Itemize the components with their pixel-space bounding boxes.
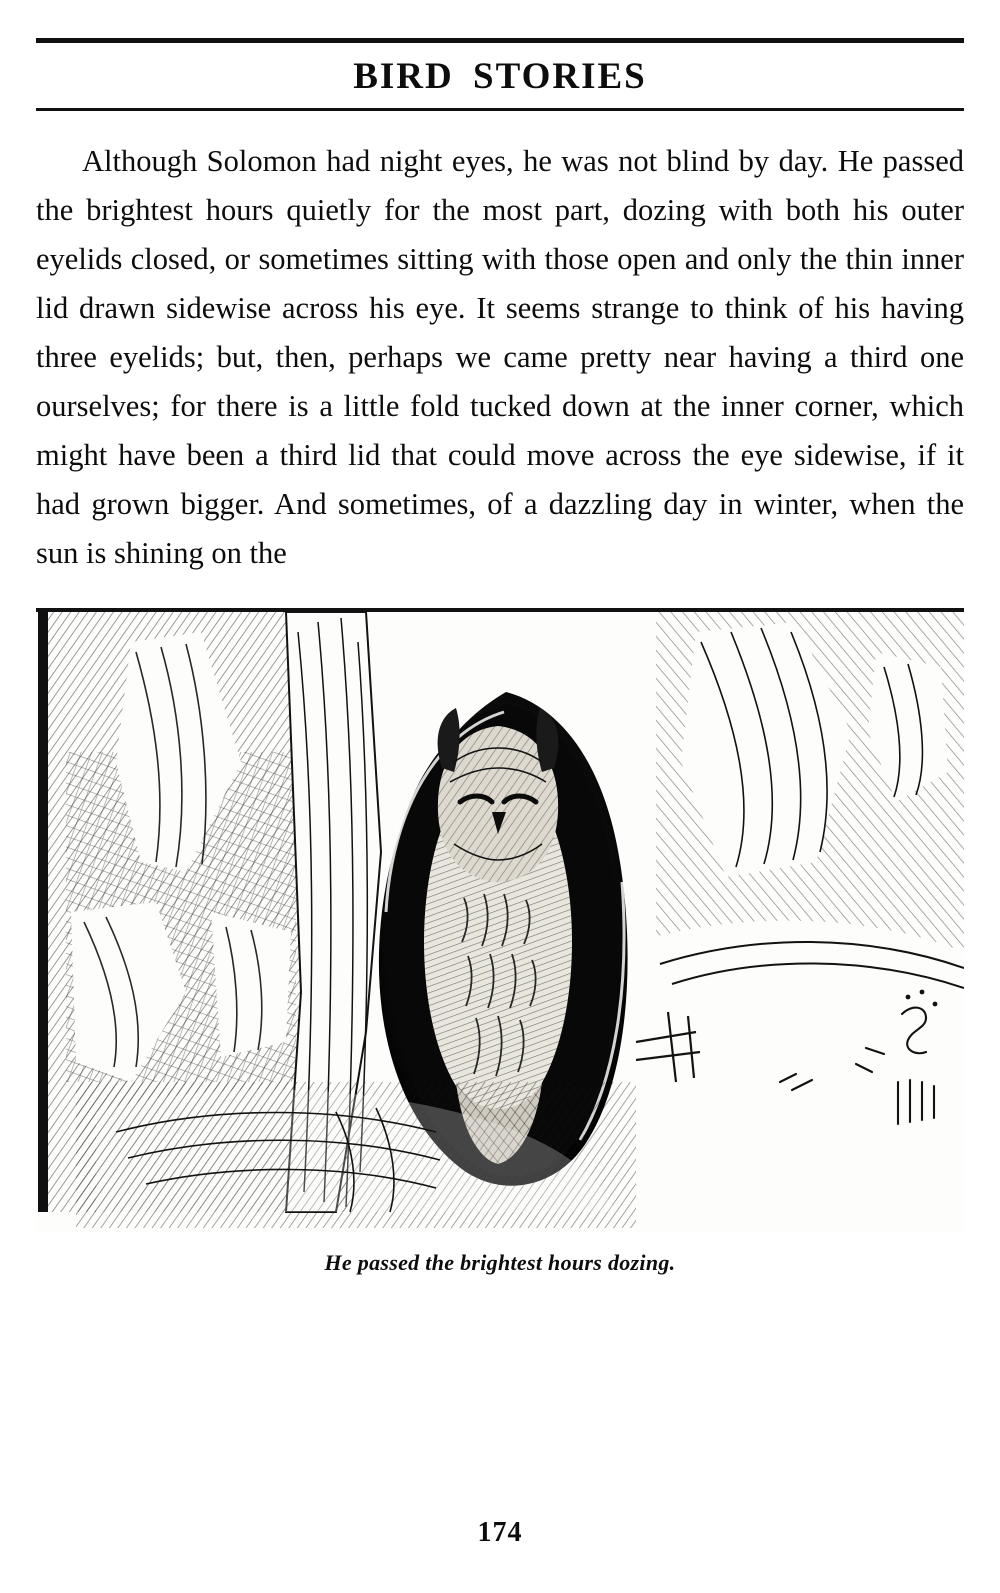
page-header — [36, 38, 964, 111]
running-head: BIRD STORIES — [353, 56, 647, 97]
owl-engraving-svg — [36, 612, 964, 1228]
header-rule-bottom — [36, 108, 964, 111]
book-page — [0, 38, 1000, 1593]
page-number: 174 — [477, 1517, 523, 1548]
paragraph: Although Solomon had night eyes, he was not blind by day. He passed the brightest hours quietly for the most part, dozing with both his outer eyelids closed, or sometimes sitting with those open and only the thin inner lid drawn sidewise across his eye. It seems strange to think of his having three eyelids; but, then, perhaps we came pretty near having a third one ourselves; for there is a little fold tucked down at the inner corner, which might have been a third lid that could move across the eye sidewise, if it had grown bigger. And sometimes, of a dazzling day in winter, when the sun is shining on the — [36, 144, 964, 570]
body-text-block — [36, 137, 964, 578]
figure — [36, 608, 964, 1276]
figure-caption: He passed the brightest hours dozing. — [324, 1250, 676, 1275]
illustration — [36, 608, 964, 1232]
